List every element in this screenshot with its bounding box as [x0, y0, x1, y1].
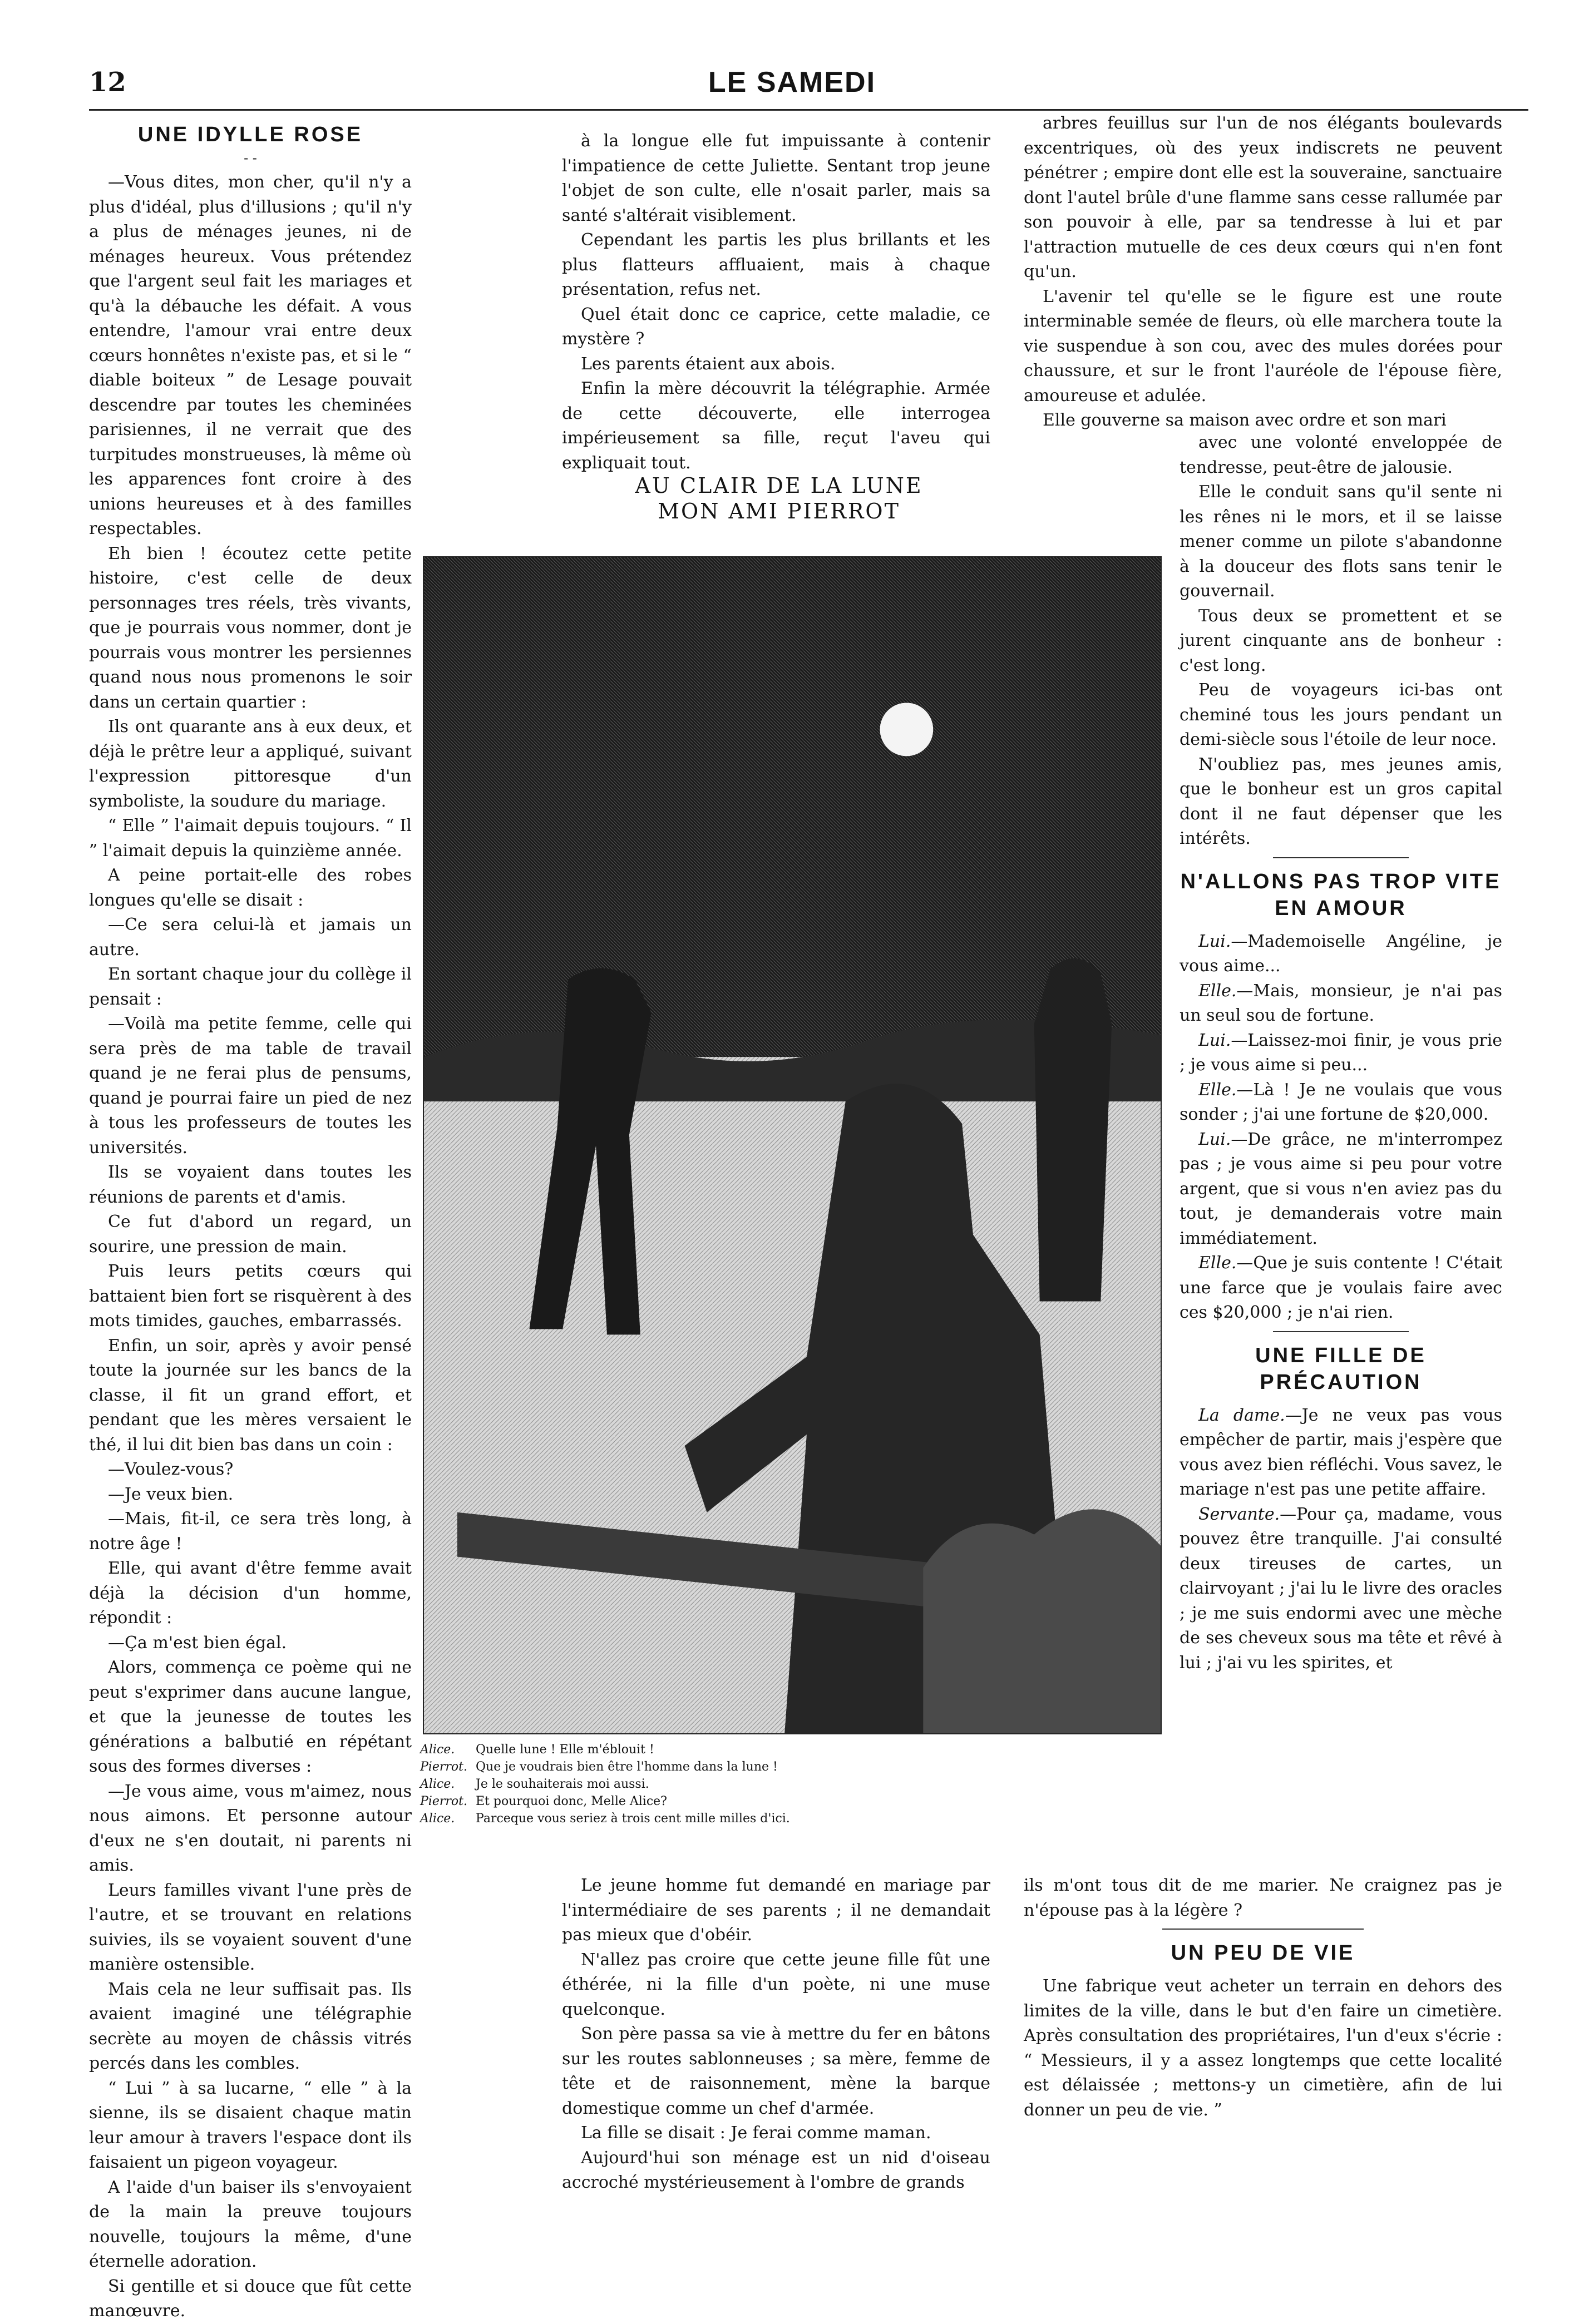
column-left [89, 118, 412, 2324]
foliage [923, 1509, 1161, 1733]
dialog-allons-line [1180, 1251, 1502, 1326]
speaker-name: Lui. [1198, 931, 1231, 951]
idylle-paragraph: —Ce sera celui-là et jamais un autre. [89, 915, 412, 960]
idylle-paragraph: Mais cela ne leur suffisait pas. Ils avaient imaginé une télégraphie secrète au moyen de châssis vitrés percés dans les combles. [89, 1979, 412, 2073]
caption-speaker: Alice. [420, 1743, 455, 1757]
idylle-paragraph: —Voilà ma petite femme, celle qui sera près de ma table de travail quand je ne ferai plus de pensums, quand je pourrai faire un pied de nez à tous les professeurs de toutes les universités. [89, 1014, 412, 1158]
speaker-name: Elle. [1198, 1080, 1237, 1100]
idylle-paragraph: Alors, commença ce poème qui ne peut s'exprimer dans aucune langue, et que la jeunesse de toutes les générations a balbutié en répétant sous des formes diverses : [89, 1658, 412, 1776]
idylle-paragraph: Ils se voyaient dans toutes les réunions de parents et d'amis. [89, 1163, 412, 1207]
idylle-paragraph: Enfin, un soir, après y avoir pensé toute la journée sur les bancs de la classe, il fit un grand effort, et pendant que les mères versaient le thé, il lui dit bien bas dans un coin : [89, 1336, 412, 1455]
caption-speaker: Pierrot. [420, 1760, 467, 1774]
caption-speaker: Pierrot. [420, 1794, 467, 1808]
dialog-allons-line [1180, 1078, 1502, 1128]
idylle-paragraph: —Vous dites, mon cher, qu'il n'y a plus d'idéal, plus d'illusions ; qu'il n'y a plus de ménages jeunes, ni de ménages heureux. Vous prétendez que l'argent seul fait les mariages et qu'à la débauche les défait. A vous entendre, l'amour vrai entre deux cœurs honnêtes n'existe pas, et si le “ diable boiteux ” de Lesage pouvait descendre par toutes les cheminées parisiennes, il ne verrait que des turpitudes monstrueuses, là même où les apparences font croire à des unions heureuses et à des familles respectables. [89, 172, 412, 538]
page-number: 12 [89, 67, 126, 98]
caption-text: Que je voudrais bien être l'homme dans la lune ! [476, 1760, 778, 1774]
illustration-title-line1: AU CLAIR DE LA LUNE [635, 473, 923, 498]
ending-paragraph: Aujourd'hui son ménage est un nid d'oiseau accroché mystérieusement à l'ombre de grands [562, 2148, 990, 2192]
caption-text: Quelle lune ! Elle m'éblouit ! [476, 1743, 654, 1757]
dialog-fille-line [1180, 1403, 1502, 1502]
continuation-paragraph: Enfin la mère découvrit la télégraphie. Armée de cette découverte, elle interrogea impérieusement sa fille, reçut l'aveu qui expliquait tout. [562, 379, 990, 473]
idylle-paragraph: —Ça m'est bien égal. [108, 1633, 287, 1653]
narrow-paragraph: N'oubliez pas, mes jeunes amis, que le bonheur est un gros capital dont il ne faut dépenser que les intérêts. [1180, 754, 1502, 848]
caption-speaker: Alice. [420, 1812, 455, 1826]
idylle-paragraph: A peine portait-elle des robes longues qu'elle se disait : [89, 866, 412, 910]
article-body-ending [562, 1873, 990, 2196]
article-heading-vie: UN PEU DE VIE [1171, 1941, 1355, 1965]
ending-paragraph: La fille se disait : Je ferai comme maman. [581, 2123, 931, 2143]
idylle-paragraph: Leurs familles vivant l'une près de l'autre, et se trouvant en relations suivies, ils se voyaient souvent d'une manière ostensible. [89, 1880, 412, 1974]
column-right-narrow [1180, 431, 1502, 1675]
idylle-paragraph: —Je vous aime, vous m'aimez, nous nous aimons. Et personne autour d'eux ne s'en doutait, ni parents ni amis. [89, 1781, 412, 1875]
speaker-text: —De grâce, ne m'interrompez pas ; je vous aime si peu pour votre argent, que si vous n'en aviez pas du tout, je demanderais votre main immédiatement. [1180, 1129, 1502, 1248]
ending-paragraph: Le jeune homme fut demandé en mariage par l'intermédiaire de ses parents ; il ne demandait pas mieux que d'obéir. [562, 1876, 990, 1945]
speaker-text: —Que je suis contente ! C'était une farce que je voulais faire avec ces $20,000 ; je n'ai rien. [1180, 1253, 1502, 1322]
article-body-vie: Une fabrique veut acheter un terrain en dehors des limites de la ville, dans le but d'en faire un cimetière. Après consultation des propriétaires, l'un d'eux s'écrie : “ Messieurs, il y a assez longtemps que cette localité est délaissée ; mettons-y un cimetière, afin de lui donner un peu de vie. ” [1024, 1976, 1502, 2120]
continuation-paragraph: Les parents étaient aux abois. [581, 354, 836, 374]
dialog-allons-line [1180, 929, 1502, 979]
narrow-paragraph: avec une volonté enveloppée de tendresse, peut-être de jalousie. [1180, 433, 1502, 477]
right-paragraph: arbres feuillus sur l'un de nos élégants boulevards excentriques, où des yeux indiscrets ne peuvent pénétrer ; empire dont elle est la souveraine, sanctuaire dont l'autel brûle d'une flamme sans cesse rallumée par son pouvoir à elle, par sa tendresse à lui et par l'attraction mutuelle de ces deux cœurs qui n'en font qu'un. [1024, 113, 1502, 281]
illustration-caption [420, 1741, 1116, 1827]
dialog-continuation: ils m'ont tous dit de me marier. Ne craignez pas je n'épouse pas à la légère ? [1024, 1876, 1502, 1920]
ending-paragraph: N'allez pas croire que cette jeune fille fût une éthérée, ni la fille d'un poète, ni une muse quelconque. [562, 1950, 990, 2019]
masthead-title: LE SAMEDI [708, 66, 876, 98]
dialog-allons-line [1180, 979, 1502, 1029]
header-rule [89, 109, 1528, 111]
caption-line [420, 1741, 1116, 1758]
caption-speaker: Alice. [420, 1777, 455, 1791]
speaker-text: —Je ne veux pas vous empêcher de partir, mais j'espère que vous avez bien réfléchi. Vous savez, le mariage n'est pas une petite affaire. [1180, 1405, 1503, 1499]
column-middle-top [562, 129, 990, 476]
right-paragraph: Elle gouverne sa maison avec ordre et son mari [1043, 411, 1447, 430]
idylle-paragraph: Elle, qui avant d'être femme avait déjà la décision d'un homme, répondit : [89, 1559, 412, 1628]
idylle-paragraph: En sortant chaque jour du collège il pensait : [89, 965, 412, 1009]
heading-ornament: - - [244, 150, 257, 166]
separator-rule [1273, 1331, 1409, 1332]
separator-rule [1273, 857, 1409, 858]
moon [880, 703, 934, 756]
speaker-text: —Laissez-moi finir, je vous prie ; je vous aime si peu... [1180, 1030, 1502, 1075]
column-right-bottom [1024, 1873, 1502, 2123]
speaker-name: Lui. [1198, 1030, 1231, 1050]
idylle-paragraph: —Voulez-vous? [108, 1460, 234, 1479]
ending-paragraph: Son père passa sa vie à mettre du fer en bâtons sur les routes sablonneuses ; sa mère, femme de tête et de raisonnement, mène la barque domestique comme un chef d'armée. [562, 2024, 990, 2118]
standing-man-figure [1034, 958, 1112, 1302]
article-body-right [1024, 111, 1502, 433]
idylle-paragraph: “ Lui ” à sa lucarne, “ elle ” à la sienne, ils se disaient chaque matin leur amour à travers l'espace dont ils faisaient un pigeon voyageur. [89, 2078, 412, 2172]
speaker-name: Elle. [1198, 981, 1237, 1001]
illustration-title [629, 473, 929, 524]
article-body-idylle [89, 170, 412, 2324]
speaker-name: Lui. [1198, 1129, 1231, 1149]
column-right-top [1024, 111, 1502, 433]
idylle-paragraph: Ils ont quarante ans à eux deux, et déjà le prêtre leur a appliqué, suivant l'expression pittoresque d'un symboliste, la soudure du mariage. [89, 717, 412, 811]
narrow-paragraph: Peu de voyageurs ici-bas ont cheminé tous les jours pendant un demi-siècle sous l'étoile de leur noce. [1180, 680, 1502, 749]
narrow-paragraph: Elle le conduit sans qu'il sente ni les rênes ni le mors, et il se laisse mener comme un pilote s'abandonne à la douceur des flots sans tenir le gouvernail. [1180, 482, 1502, 601]
dialog-allons-line [1180, 1029, 1502, 1078]
continuation-paragraph: Cependant les partis les plus brillants et les plus flatteurs affluaient, mais à chaque présentation, refus net. [562, 230, 990, 299]
caption-text: Parceque vous seriez à trois cent mille milles d'ici. [476, 1812, 790, 1826]
caption-text: Je le souhaiterais moi aussi. [476, 1777, 649, 1791]
caption-line [420, 1776, 1116, 1793]
speaker-text: —Mais, monsieur, je n'ai pas un seul sou de fortune. [1180, 981, 1502, 1025]
caption-line [420, 1758, 1116, 1776]
column-middle-bottom [562, 1873, 990, 2196]
separator-rule [1162, 1929, 1363, 1930]
speaker-name: Servante. [1198, 1504, 1280, 1524]
idylle-paragraph: A l'aide d'un baiser ils s'envoyaient de la main la preuve toujours nouvelle, toujours la même, d'une éternelle adoration. [89, 2177, 412, 2271]
narrow-paragraph: Tous deux se promettent et se jurent cinquante ans de bonheur : c'est long. [1180, 606, 1502, 675]
continuation-paragraph: Quel était donc ce caprice, cette maladie, ce mystère ? [562, 304, 990, 349]
article-heading-allons: N'ALLONS PAS TROP VITE EN AMOUR [1180, 869, 1502, 920]
article-body-continuation [562, 129, 990, 476]
dialog-allons [1180, 929, 1502, 1326]
speaker-text: —Pour ça, madame, vous pouvez être tranquille. J'ai consulté deux tireuses de cartes, un clairvoyant ; j'ai lu le livre des oracles ; je me suis endormi avec une mèche de ses cheveux sous ma tête et rêvé à lui ; j'ai vu les spirites, et [1180, 1504, 1502, 1673]
idylle-paragraph: —Mais, fit-il, ce sera très long, à notre âge ! [89, 1509, 412, 1554]
idylle-paragraph: Eh bien ! écoutez cette petite histoire, c'est celle de deux personnages tres réels, très vivants, que je pourrais vous nommer, dont je pourrais vous montrer les persiennes quand nous nous promenons le soir dans un certain quartier : [89, 543, 412, 712]
engraving-illustration [423, 556, 1162, 1734]
idylle-paragraph: Si gentille et si douce que fût cette manœuvre. [89, 2276, 412, 2321]
idylle-paragraph: Ce fut d'abord un regard, un sourire, une pression de main. [89, 1212, 412, 1257]
dialog-allons-line [1180, 1128, 1502, 1252]
caption-line [420, 1793, 1116, 1810]
article-heading-idylle: UNE IDYLLE ROSE [137, 123, 363, 146]
speaker-name: La dame. [1198, 1405, 1285, 1425]
speaker-text: —Là ! Je ne voulais que vous sonder ; j'ai une fortune de $20,000. [1180, 1080, 1502, 1124]
speaker-text: —Mademoiselle Angéline, je vous aime... [1180, 931, 1502, 976]
caption-text: Et pourquoi donc, Melle Alice? [476, 1794, 667, 1808]
article-body-narrow [1180, 431, 1502, 852]
caption-line [420, 1810, 1116, 1827]
right-paragraph: L'avenir tel qu'elle se le figure est une route interminable semée de fleurs, où elle marchera toute la vie suspendue à son cou, avec des mules dorées pour chaussure, et sur le front l'auréole de l'épouse fière, amoureuse et adulée. [1024, 286, 1502, 406]
continuation-paragraph: à la longue elle fut impuissante à contenir l'impatience de cette Juliette. Sentant trop jeune l'objet de son culte, elle n'osait parler, mais sa santé s'altérait visiblement. [562, 131, 990, 225]
speaker-name: Elle. [1198, 1253, 1237, 1273]
idylle-paragraph: —Je veux bien. [108, 1484, 234, 1504]
illustration-title-line2: MON AMI PIERROT [658, 499, 900, 523]
dialog-fille-line [1180, 1502, 1502, 1676]
idylle-paragraph: Puis leurs petits cœurs qui battaient bien fort se risquèrent à des mots timides, gauches, embarrassés. [89, 1262, 412, 1331]
dialog-fille [1180, 1403, 1502, 1676]
idylle-paragraph: “ Elle ” l'aimait depuis toujours. “ Il ” l'aimait depuis la quinzième année. [89, 816, 412, 861]
article-heading-fille: UNE FILLE DE PRÉCAUTION [1255, 1343, 1427, 1394]
